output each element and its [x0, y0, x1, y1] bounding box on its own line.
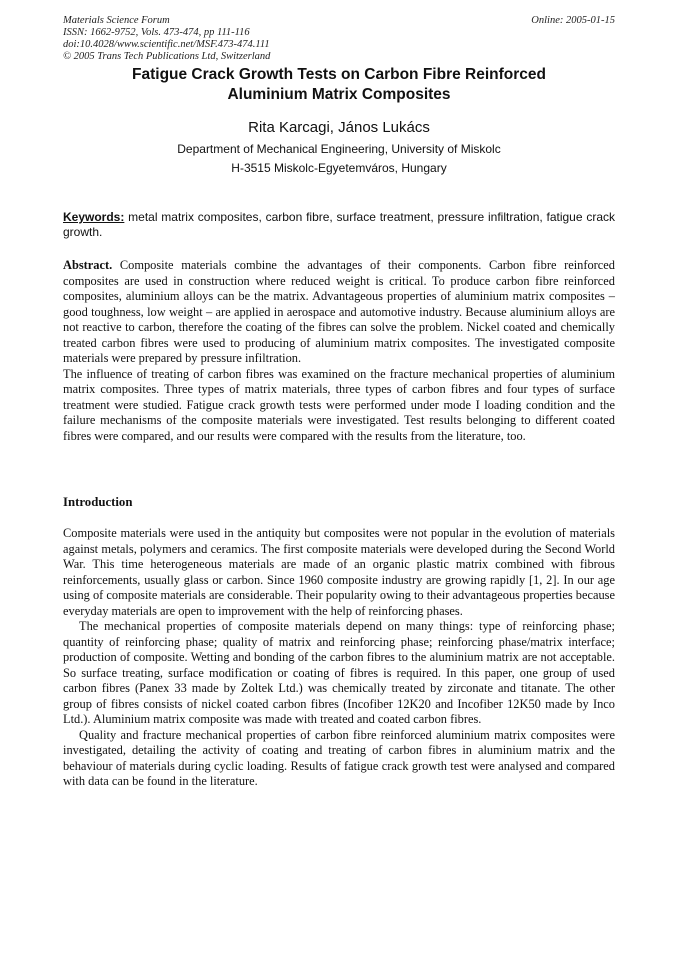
journal-name: Materials Science Forum	[63, 15, 170, 26]
intro-paragraph-3: Quality and fracture mechanical properties of carbon fibre reinforced aluminium matrix composites were investigated, detailing the activity of coating and treating of carbon fibres in aluminium matrix and the behaviour of materials during cyclic loading. Results of fatigue crack growth test were analysed and compared with data can be found in the literature.	[63, 727, 615, 788]
keywords-text: metal matrix composites, carbon fibre, surface treatment, pressure infiltration, fatigue crack growth.	[63, 210, 615, 239]
abstract-text-1: Composite materials combine the advantages of their components. Carbon fibre reinforced composites are used in construction where reduced weight is critical. To produce carbon fibre reinforced composites, aluminium alloys can be the matrix. Advantageous properties of aluminium matrix composites – good toughness, low weight – are applied in aerospace and automotive industry. Because aluminium alloys are not reactive to carbon, therefore the coating of the fibres can solve the problem. Nickel coated and chemically treated carbon fibres were used to producing of aluminium matrix composites. The investigated composite materials were prepared by pressure infiltration.	[63, 258, 615, 365]
online-date: Online: 2005-01-15	[531, 15, 615, 26]
affiliation-line-1: Department of Mechanical Engineering, University of Miskolc	[177, 142, 501, 156]
introduction-body	[63, 526, 615, 790]
authors: Rita Karcagi, János Lukács	[248, 119, 430, 136]
doi-line: doi:10.4028/www.scientific.net/MSF.473-474.111	[63, 39, 270, 50]
issn-line: ISSN: 1662-9752, Vols. 473-474, pp 111-116	[63, 27, 250, 38]
affiliation-line-2: H-3515 Miskolc-Egyetemváros, Hungary	[231, 161, 447, 175]
abstract-label: Abstract.	[63, 258, 113, 272]
title-line-1: Fatigue Crack Growth Tests on Carbon Fibre Reinforced	[132, 66, 546, 83]
abstract-paragraph-1	[63, 258, 615, 367]
copyright-line: © 2005 Trans Tech Publications Ltd, Switzerland	[63, 51, 271, 62]
section-heading-introduction: Introduction	[63, 495, 133, 509]
keywords	[63, 210, 615, 240]
abstract-paragraph-2: The influence of treating of carbon fibres was examined on the fracture mechanical properties of aluminium matrix composites. Three types of matrix materials, three types of carbon fibres and four types of surface treatment were studied. Fatigue crack growth tests were performed under mode I loading condition and the failure mechanisms of the composite materials were investigated. Test results belonging to different coated fibres were compared, and our results were compared with the results from the literature, too.	[63, 366, 615, 443]
keywords-label: Keywords:	[63, 210, 125, 224]
title-line-2: Aluminium Matrix Composites	[227, 86, 451, 103]
paper-title	[63, 65, 615, 105]
intro-paragraph-1: Composite materials were used in the antiquity but composites were not popular in the evolution of materials against metals, polymers and ceramics. The first composite materials were developed during the Second World War. This time heterogeneous materials are made of an organic plastic matrix combined with fibrous reinforcements, usually glass or carbon. Since 1960 composite industry are growing rapidly [1, 2]. In our age using of composite materials are considerable. Their popularity owing to their advantageous properties because everyday materials are open to improvement with the help of reinforcing phases.	[63, 526, 615, 618]
intro-paragraph-2: The mechanical properties of composite materials depend on many things: type of reinforcing phase; quantity of reinforcing phase; quality of matrix and reinforcing phase; reinforcing phase/matrix interface; production of composite. Wetting and bonding of the carbon fibres to the aluminium matrix are not acceptable. So surface treating, surface modification or coating of fibres is required. In this paper, one group of used carbon fibres (Panex 33 made by Zoltek Ltd.) was chemically treated by zirconate and titanate. The other group of fibres consists of nickel coated carbon fibres (Incofiber 12K20 and Incofiber 12K50 made by Inco Ltd.). Aluminium matrix composite was made with treated and coated carbon fibres.	[63, 619, 615, 726]
journal-header	[63, 15, 270, 63]
affiliation	[63, 140, 615, 178]
abstract	[63, 258, 615, 444]
